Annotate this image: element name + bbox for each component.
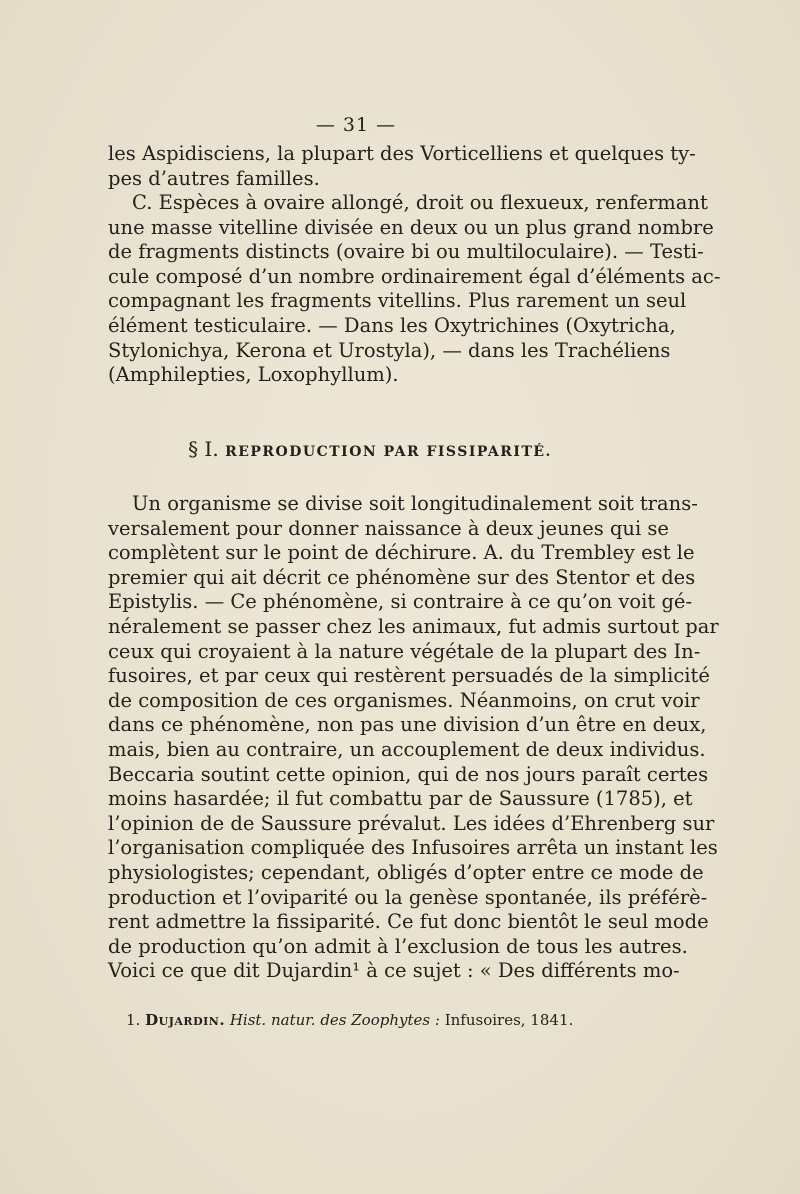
text-line: l’organisation compliquée des Infusoires arrêta un instant les bbox=[108, 836, 718, 860]
text-line: (Amphilepties, Loxophyllum). bbox=[108, 363, 399, 387]
text-line: de production qu’on admit à l’exclusion de tous les autres. bbox=[108, 934, 688, 958]
section-title: REPRODUCTION PAR FISSIPARITÉ. bbox=[225, 444, 552, 460]
paragraph-fissiparity bbox=[108, 492, 719, 984]
footnote bbox=[126, 1011, 573, 1029]
text-line: production et l’oviparité ou la genèse spontanée, ils préférè- bbox=[108, 885, 708, 909]
text-line: élément testiculaire. — Dans les Oxytrichines (Oxytricha, bbox=[108, 313, 676, 337]
text-line: Epistylis. — Ce phénomène, si contraire à ce qu’on voit gé- bbox=[108, 590, 693, 614]
page-number: — 31 — bbox=[315, 114, 397, 136]
text-line: ceux qui croyaient à la nature végétale de la plupart des In- bbox=[108, 639, 701, 663]
text-line: mais, bien au contraire, un accouplement de deux individus. bbox=[108, 737, 706, 761]
text-line: pes d’autres familles. bbox=[108, 166, 320, 190]
paragraph-continuation bbox=[108, 142, 696, 191]
text-line: rent admettre la fissiparité. Ce fut donc bientôt le seul mode bbox=[108, 910, 709, 934]
paragraph-species-c bbox=[108, 191, 721, 388]
text-line: de composition de ces organismes. Néanmoins, on crut voir bbox=[108, 688, 700, 712]
footnote-title: Hist. natur. des Zoophytes : bbox=[229, 1011, 440, 1029]
footnote-author: Dujardin. bbox=[145, 1011, 226, 1029]
text-line: cule composé d’un nombre ordinairement égal d’éléments ac- bbox=[108, 264, 721, 288]
text-line: l’opinion de de Saussure prévalut. Les idées d’Ehrenberg sur bbox=[108, 811, 715, 835]
text-line: compagnant les fragments vitellins. Plus rarement un seul bbox=[108, 289, 687, 313]
text-line: de fragments distincts (ovaire bi ou multiloculaire). — Testi- bbox=[108, 240, 704, 264]
text-line: Un organisme se divise soit longitudinalement soit trans- bbox=[132, 492, 698, 515]
section-number: § I. bbox=[188, 437, 219, 461]
text-line: moins hasardée; il fut combattu par de Saussure (1785), et bbox=[108, 787, 693, 811]
section-heading bbox=[0, 437, 740, 461]
text-line: néralement se passer chez les animaux, fut admis surtout par bbox=[108, 614, 719, 638]
text-line: dans ce phénomène, non pas une division d’un être en deux, bbox=[108, 713, 707, 737]
text-line: Stylonichya, Kerona et Urostyla), — dans les Trachéliens bbox=[108, 338, 671, 362]
text-line: les Aspidisciens, la plupart des Vorticelliens et quelques ty- bbox=[108, 142, 696, 165]
text-line: une masse vitelline divisée en deux ou un plus grand nombre bbox=[108, 215, 714, 239]
text-line: Beccaria soutint cette opinion, qui de nos jours paraît certes bbox=[108, 762, 709, 786]
footnote-number: 1. bbox=[126, 1011, 141, 1029]
text-line: complètent sur le point de déchirure. A. du Trembley est le bbox=[108, 541, 695, 565]
text-line: physiologistes; cependant, obligés d’opter entre ce mode de bbox=[108, 860, 704, 884]
text-line: Voici ce que dit Dujardin¹ à ce sujet : « Des différents mo- bbox=[108, 959, 680, 983]
text-line: versalement pour donner naissance à deux jeunes qui se bbox=[108, 516, 669, 540]
text-line: C. Espèces à ovaire allongé, droit ou flexueux, renfermant bbox=[132, 191, 708, 214]
text-line: fusoires, et par ceux qui restèrent persuadés de la simplicité bbox=[108, 664, 710, 688]
footnote-rest: Infusoires, 1841. bbox=[444, 1011, 574, 1029]
text-line: premier qui ait décrit ce phénomène sur des Stentor et des bbox=[108, 565, 696, 589]
